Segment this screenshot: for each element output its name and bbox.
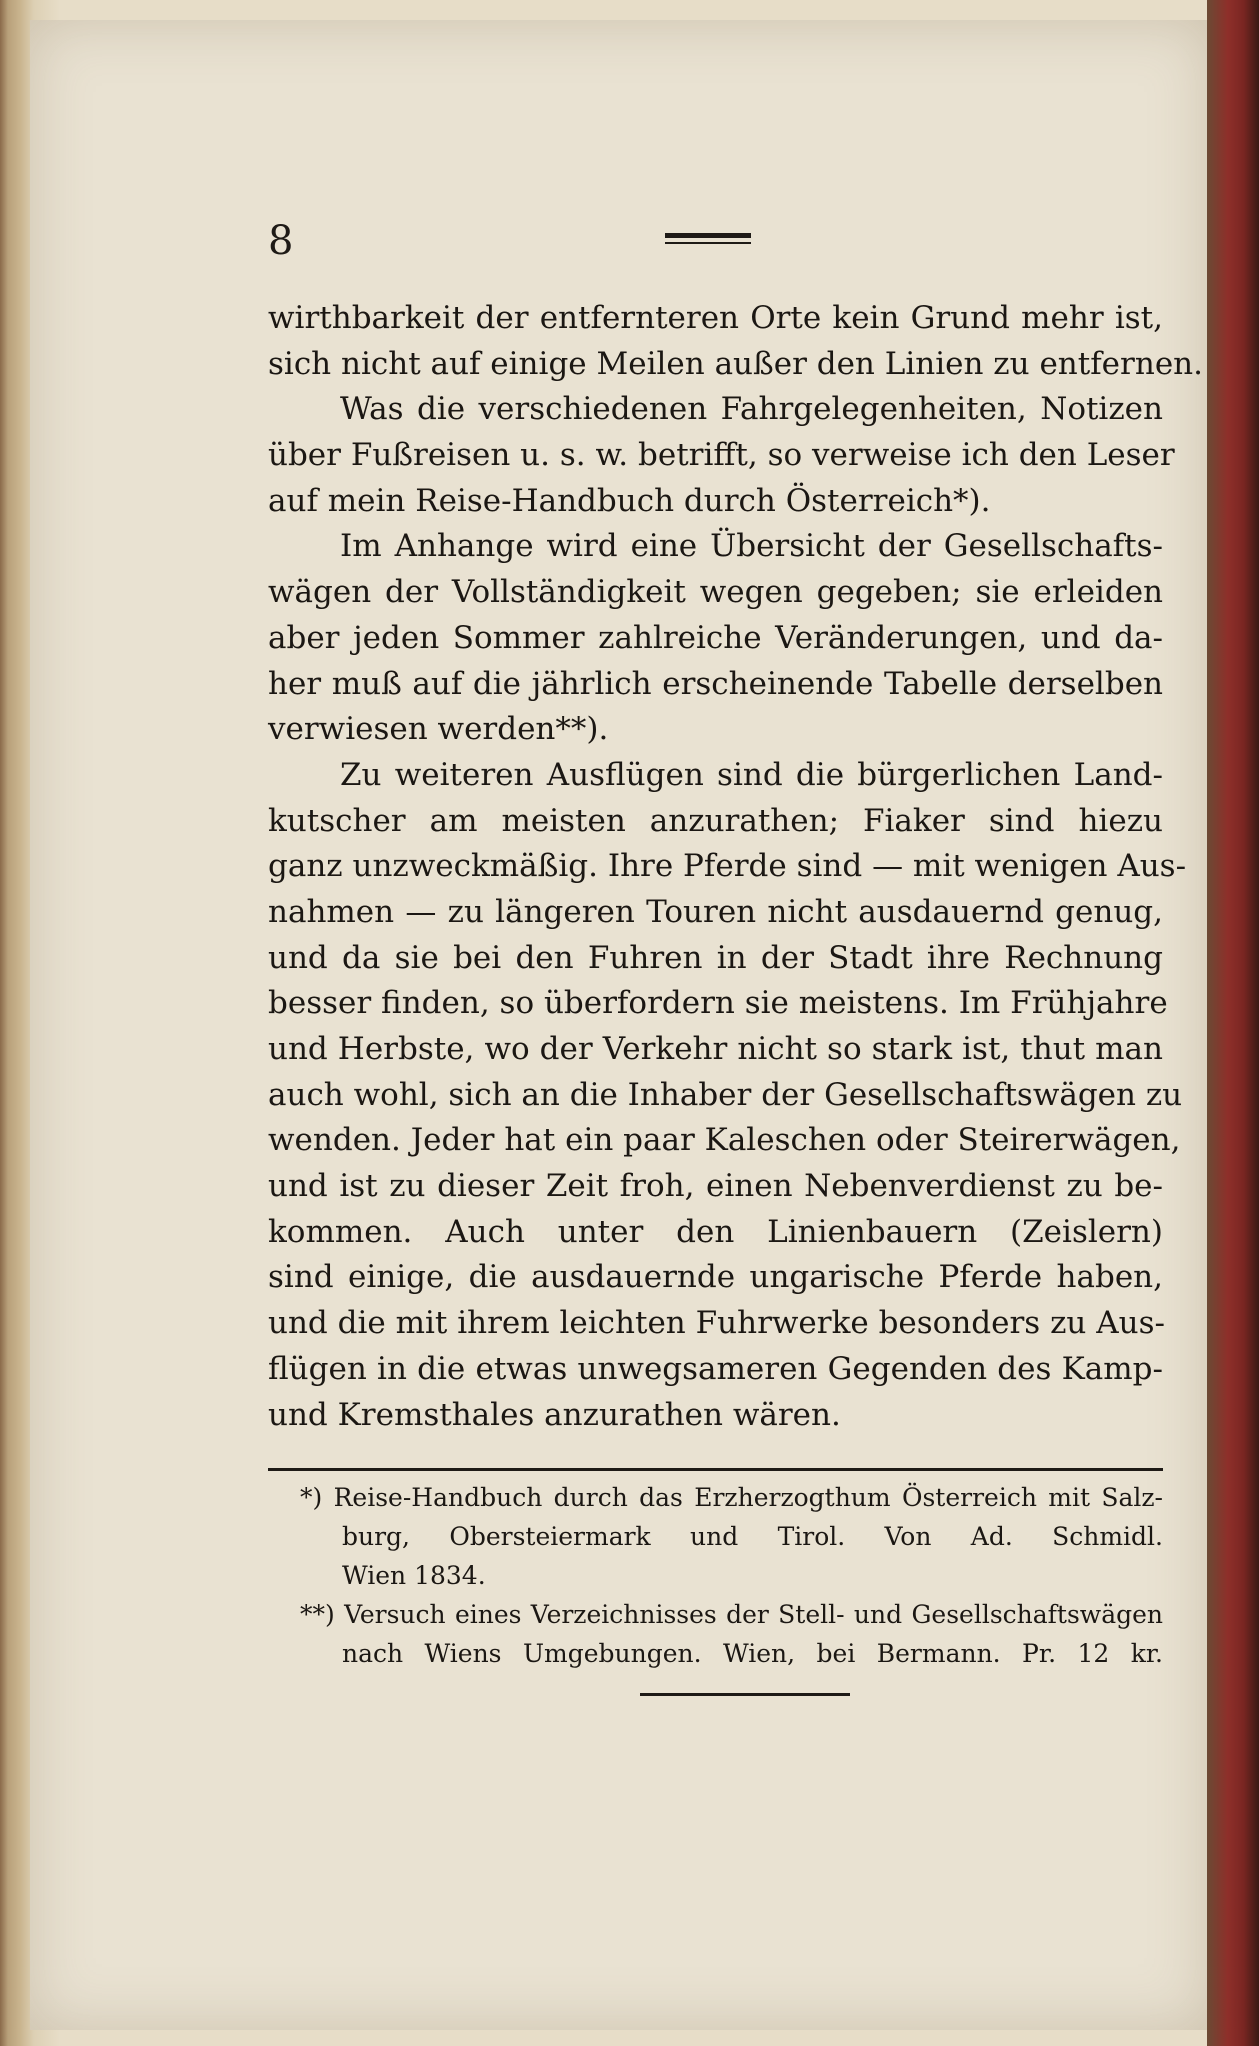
footnote-line: *) Reise-Handbuch durch das Erzherzogthum Österreich mit Salz- [300, 1483, 1163, 1512]
body-line: her muß auf die jährlich erscheinende Tabelle derselben [268, 665, 1163, 702]
body-line: kommen. Auch unter den Linienbauern (Zeislern) [268, 1213, 1163, 1250]
body-line: und da sie bei den Fuhren in der Stadt ihre Rechnung [268, 939, 1163, 976]
footnotes [300, 1478, 1163, 1673]
footnote-rule [268, 1468, 1163, 1471]
body-line: und ist zu dieser Zeit froh, einen Nebenverdienst zu be- [268, 1168, 1163, 1205]
body-line: aber jeden Sommer zahlreiche Veränderungen, und da- [268, 619, 1163, 656]
body-line: sind einige, die ausdauernde ungarische Pferde haben, [268, 1259, 1163, 1296]
body-line: Im Anhange wird eine Übersicht der Gesellschafts- [340, 528, 1163, 565]
body-line: Zu weiteren Ausflügen sind die bürgerlichen Land- [340, 756, 1163, 793]
body-line: besser finden, so überfordern sie meistens. Im Frühjahre [268, 985, 1168, 1022]
body-line: und Herbste, wo der Verkehr nicht so stark ist, thut man [268, 1031, 1163, 1067]
body-line: verwiesen werden**). [268, 711, 609, 748]
body-line: auch wohl, sich an die Inhaber der Gesellschaftswägen zu [268, 1076, 1183, 1113]
body-line: wenden. Jeder hat ein paar Kaleschen oder Steirerwägen, [268, 1122, 1181, 1159]
body-line: Was die verschiedenen Fahrgelegenheiten, Notizen [340, 391, 1163, 428]
footnote-line: nach Wiens Umgebungen. Wien, bei Bermann. Pr. 12 kr. [342, 1639, 1163, 1668]
body-text [268, 296, 1203, 1438]
body-line: wirthbarkeit der entfernteren Orte kein Grund mehr ist, [268, 300, 1163, 336]
header-rule [665, 233, 751, 238]
end-rule [640, 1693, 850, 1696]
body-line: nahmen — zu längeren Touren nicht ausdauernd genug, [268, 893, 1163, 930]
body-line: kutscher am meisten anzurathen; Fiaker sind hiezu [268, 802, 1163, 839]
body-line: auf mein Reise-Handbuch durch Österreich*). [268, 482, 991, 519]
body-line: über Fußreisen u. s. w. betrifft, so verweise ich den Leser [268, 437, 1175, 474]
footnote-line: **) Versuch eines Verzeichnisses der Stell- und Gesellschaftswägen [300, 1600, 1163, 1629]
body-line: ganz unzweckmäßig. Ihre Pferde sind — mit wenigen Aus- [268, 848, 1187, 885]
book-cover-edge [1207, 0, 1259, 2046]
body-line: wägen der Vollständigkeit wegen gegeben; sie erleiden [268, 574, 1163, 611]
footnote-line: burg, Obersteiermark und Tirol. Von Ad. Schmidl. [342, 1522, 1163, 1551]
body-line: flügen in die etwas unwegsameren Gegenden des Kamp- [268, 1350, 1163, 1387]
body-line: und die mit ihrem leichten Fuhrwerke besonders zu Aus- [268, 1305, 1165, 1342]
body-line: und Kremsthales anzurathen wären. [268, 1396, 841, 1433]
footnote-line: Wien 1834. [342, 1561, 486, 1590]
page-number: 8 [268, 218, 294, 264]
body-line: sich nicht auf einige Meilen außer den Linien zu entfernen. [268, 345, 1203, 382]
